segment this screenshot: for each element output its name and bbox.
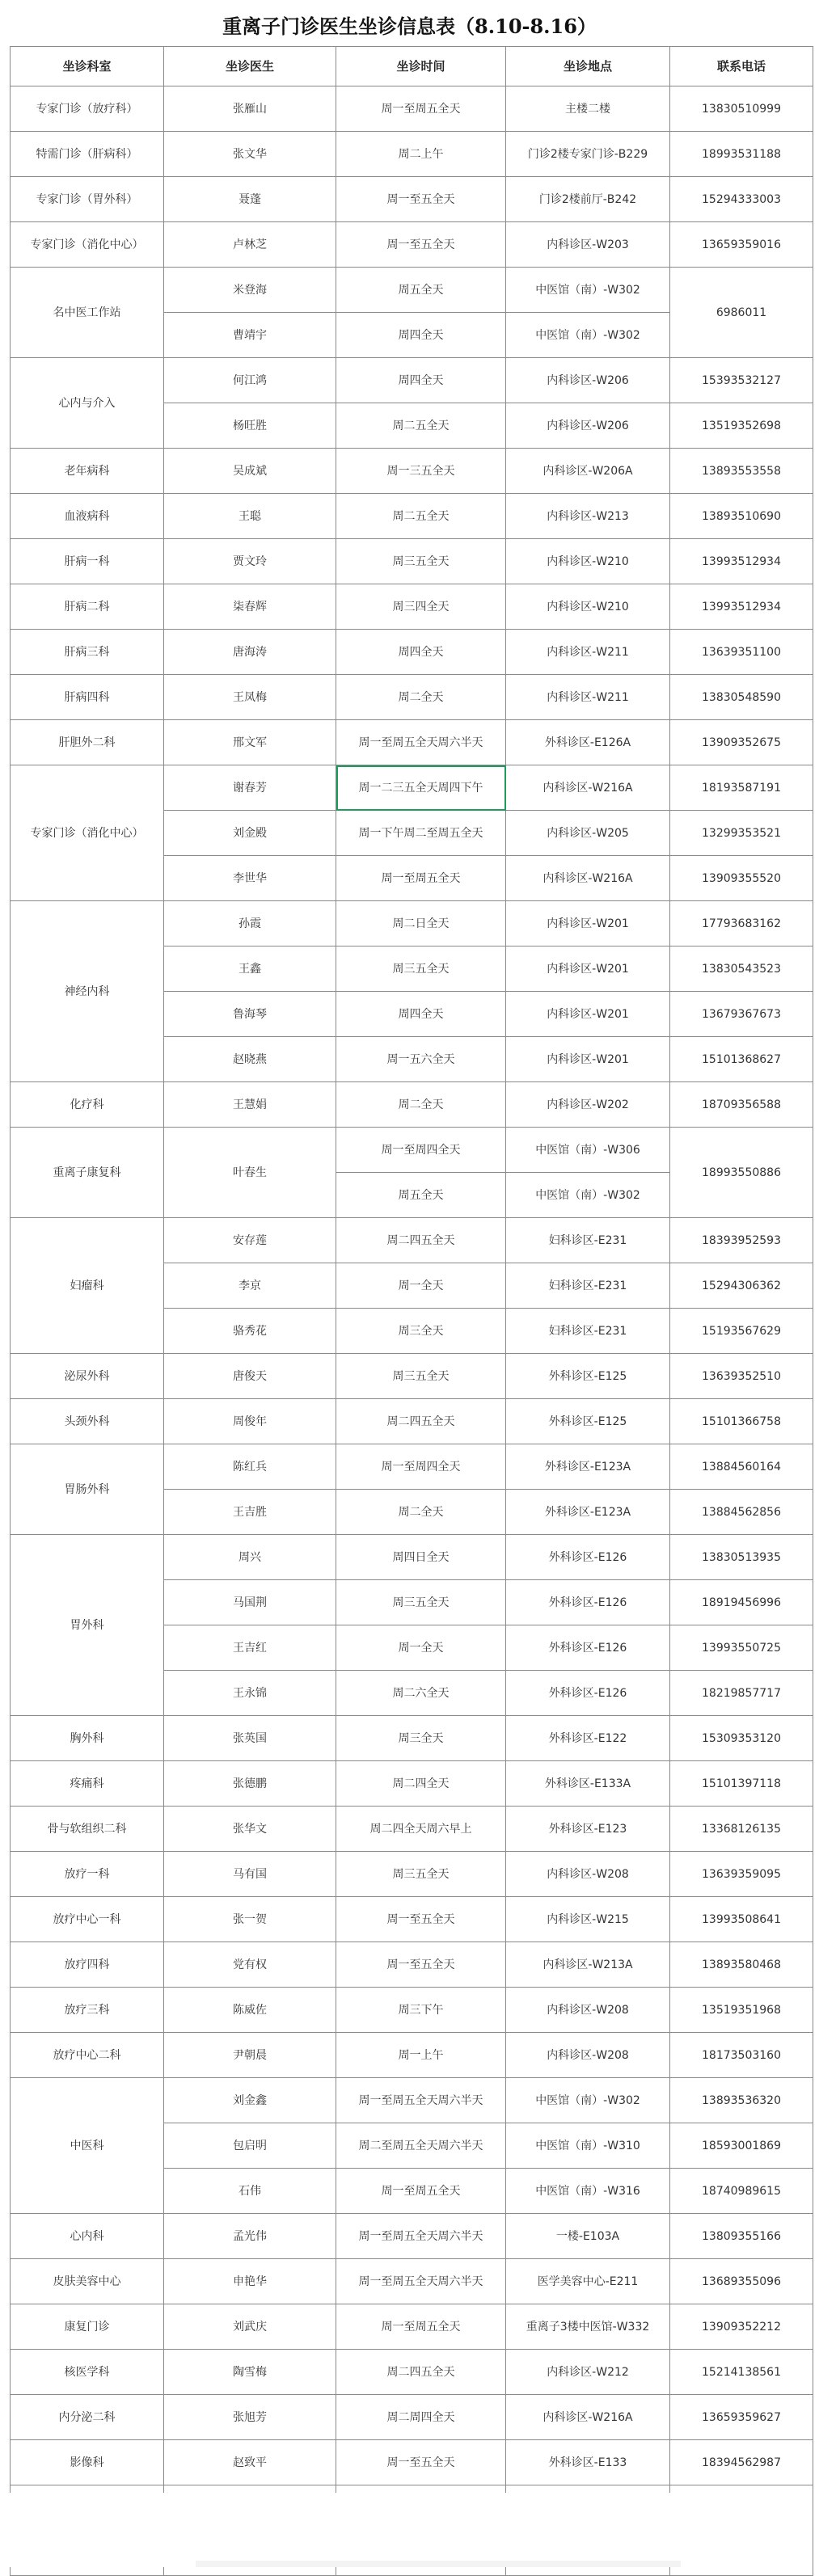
cell-time: 周五全天 — [336, 268, 506, 313]
cell-doctor: 张华文 — [164, 1807, 336, 1852]
table-row — [11, 1942, 813, 1988]
cell-phone: 13993508641 — [670, 1897, 813, 1942]
cell-place: 内科诊区-W216A — [506, 2395, 670, 2440]
table-row — [11, 1444, 813, 1490]
table-row — [11, 1852, 813, 1897]
cell-place: 外科诊区-E123A — [506, 1444, 670, 1490]
table-row — [11, 539, 813, 584]
cell-doctor: 王聪 — [164, 494, 336, 539]
cell-place: 外科诊区-E123A — [506, 1490, 670, 1535]
header-time: 坐诊时间 — [336, 47, 506, 86]
cell-place: 外科诊区-E125 — [506, 1399, 670, 1444]
cell-dept: 头颈外科 — [11, 1399, 164, 1444]
cell-place: 外科诊区-E122 — [506, 1716, 670, 1761]
cell-time: 周一全天 — [336, 1625, 506, 1671]
cell-phone: 15309353120 — [670, 1716, 813, 1761]
cell-place: 内科诊区-W206 — [506, 358, 670, 403]
cell-time: 周四全天 — [336, 313, 506, 358]
cell-doctor: 陈威佐 — [164, 1988, 336, 2033]
cell-dept: 放疗中心二科 — [11, 2033, 164, 2078]
cell-dept: 放疗四科 — [11, 1942, 164, 1988]
cell-doctor: 张旭芳 — [164, 2395, 336, 2440]
cell-place: 外科诊区-E126 — [506, 1671, 670, 1716]
cell-phone: 13519352698 — [670, 403, 813, 449]
cell-dept: 胃肠外科 — [11, 1444, 164, 1535]
cell-place: 内科诊区-W213 — [506, 494, 670, 539]
cell-doctor: 吴成斌 — [164, 449, 336, 494]
cell-doctor: 赵致平 — [164, 2440, 336, 2485]
cell-phone: 15294333003 — [670, 177, 813, 222]
schedule-table — [10, 46, 813, 2576]
cell-time: 周二五全天 — [336, 494, 506, 539]
cell-place: 医学美容中心-E211 — [506, 2259, 670, 2304]
cell-place: 中医馆（南）-W306 — [506, 1128, 670, 1173]
cell-dept: 皮肤美容中心 — [11, 2259, 164, 2304]
cell-phone: 15393532127 — [670, 358, 813, 403]
cell-phone: 15101366758 — [670, 1399, 813, 1444]
cell-dept: 特需门诊（肝病科） — [11, 132, 164, 177]
cell-place: 内科诊区-W205 — [506, 811, 670, 856]
cell-time: 周二五全天 — [336, 403, 506, 449]
cell-place: 中医馆（南）-W302 — [506, 1173, 670, 1218]
header-place: 坐诊地点 — [506, 47, 670, 86]
cell-phone: 18593001869 — [670, 2123, 813, 2169]
cell-doctor: 贾文玲 — [164, 539, 336, 584]
cell-phone: 13689355096 — [670, 2259, 813, 2304]
cell-phone: 18993531188 — [670, 132, 813, 177]
cell-doctor: 安存莲 — [164, 1218, 336, 1263]
cell-dept: 化疗科 — [11, 1082, 164, 1128]
table-row — [11, 1988, 813, 2033]
cell-doctor: 卢林芝 — [164, 222, 336, 268]
cell-place: 门诊2楼前厅-B242 — [506, 177, 670, 222]
cell-time: 周三五全天 — [336, 947, 506, 992]
cell-dept: 骨与软组织二科 — [11, 1807, 164, 1852]
cell-doctor: 骆秀花 — [164, 1309, 336, 1354]
cell-time: 周三四全天 — [336, 584, 506, 630]
cell-phone: 18919456996 — [670, 1580, 813, 1625]
cell-dept: 肝病三科 — [11, 630, 164, 675]
cell-phone: 13830513935 — [670, 1535, 813, 1580]
cell-doctor: 聂蓬 — [164, 177, 336, 222]
cell-place: 内科诊区-W206 — [506, 403, 670, 449]
cell-dept: 放疗中心一科 — [11, 1897, 164, 1942]
cell-time: 周三五全天 — [336, 1852, 506, 1897]
cell-phone: 13639352510 — [670, 1354, 813, 1399]
cell-time: 周三下午 — [336, 1988, 506, 2033]
cell-doctor: 党有权 — [164, 1942, 336, 1988]
cell-phone: 13893553558 — [670, 449, 813, 494]
table-row — [11, 2078, 813, 2123]
cell-phone: 18993550886 — [670, 1128, 813, 1218]
cell-doctor: 张一贺 — [164, 1897, 336, 1942]
cell-doctor: 王吉红 — [164, 1625, 336, 1671]
cell-doctor: 叶春生 — [164, 1128, 336, 1218]
cell-dept: 影像科 — [11, 2440, 164, 2485]
cell-phone: 15101368627 — [670, 1037, 813, 1082]
cell-doctor: 尹朝晨 — [164, 2033, 336, 2078]
cell-dept: 血液病科 — [11, 494, 164, 539]
cell-doctor: 孟光伟 — [164, 2214, 336, 2259]
cell-time: 周二四五全天 — [336, 1218, 506, 1263]
cell-place: 内科诊区-W211 — [506, 630, 670, 675]
cell-time: 周二四五全天 — [336, 1399, 506, 1444]
cell-time: 周一上午 — [336, 2033, 506, 2078]
cell-time: 周二全天 — [336, 675, 506, 720]
cell-phone: 13659359627 — [670, 2395, 813, 2440]
cell-doctor: 刘金鑫 — [164, 2078, 336, 2123]
cell-doctor: 包启明 — [164, 2123, 336, 2169]
cell-phone: 17793683162 — [670, 901, 813, 947]
cell-place: 妇科诊区-E231 — [506, 1218, 670, 1263]
cell-doctor: 谢春芳 — [164, 765, 336, 811]
cell-doctor: 李京 — [164, 1263, 336, 1309]
cell-doctor: 王凤梅 — [164, 675, 336, 720]
table-row — [11, 449, 813, 494]
table-row — [11, 358, 813, 403]
cell-phone: 18219857717 — [670, 1671, 813, 1716]
cell-dept: 内分泌二科 — [11, 2395, 164, 2440]
table-row — [11, 2259, 813, 2304]
cell-time: 周二日全天 — [336, 901, 506, 947]
cell-time: 周二周四全天 — [336, 2395, 506, 2440]
table-row — [11, 2304, 813, 2350]
cell-place: 门诊2楼专家门诊-B229 — [506, 132, 670, 177]
cell-phone: 18394562987 — [670, 2440, 813, 2485]
cell-phone: 13659359016 — [670, 222, 813, 268]
cell-time: 周一至周五全天周六半天 — [336, 2214, 506, 2259]
cell-time: 周四全天 — [336, 992, 506, 1037]
cell-time: 周三五全天 — [336, 1354, 506, 1399]
table-row — [11, 1082, 813, 1128]
cell-doctor: 张雁山 — [164, 86, 336, 132]
cell-time: 周一至周五全天 — [336, 856, 506, 901]
page-title: 重离子门诊医生坐诊信息表（8.10-8.16） — [222, 15, 597, 38]
cell-time: 周二四五全天 — [336, 2350, 506, 2395]
cell-phone: 18193587191 — [670, 765, 813, 811]
cell-time: 周四全天 — [336, 358, 506, 403]
cell-place: 一楼-E103A — [506, 2214, 670, 2259]
cell-place: 外科诊区-E126 — [506, 1580, 670, 1625]
cell-doctor: 王鑫 — [164, 947, 336, 992]
table-row — [11, 584, 813, 630]
cell-dept: 心内科 — [11, 2214, 164, 2259]
cell-doctor: 李世华 — [164, 856, 336, 901]
cell-dept: 中医科 — [11, 2078, 164, 2214]
cell-place: 中医馆（南）-W302 — [506, 268, 670, 313]
cell-place: 内科诊区-W201 — [506, 901, 670, 947]
cell-time: 周一至五全天 — [336, 177, 506, 222]
cell-phone: 18740989615 — [670, 2169, 813, 2214]
cell-phone: 13368126135 — [670, 1807, 813, 1852]
cell-time: 周三全天 — [336, 1309, 506, 1354]
table-row — [11, 901, 813, 947]
table-row — [11, 1399, 813, 1444]
header-phone: 联系电话 — [670, 47, 813, 86]
table-row — [11, 177, 813, 222]
cell-dept: 专家门诊（消化中心） — [11, 765, 164, 901]
cell-place: 外科诊区-E133A — [506, 1761, 670, 1807]
cell-place: 内科诊区-W201 — [506, 947, 670, 992]
cell-doctor: 刘金殿 — [164, 811, 336, 856]
cell-place: 内科诊区-W215 — [506, 1897, 670, 1942]
cell-dept: 胸外科 — [11, 1716, 164, 1761]
table-row — [11, 1897, 813, 1942]
cell-doctor: 王吉胜 — [164, 1490, 336, 1535]
table-row — [11, 1716, 813, 1761]
cell-phone: 15193567629 — [670, 1309, 813, 1354]
header-doctor: 坐诊医生 — [164, 47, 336, 86]
table-header-row — [11, 47, 813, 86]
cell-phone: 13519351968 — [670, 1988, 813, 2033]
cell-time: 周一至周五全天周六半天 — [336, 2259, 506, 2304]
cell-phone: 18173503160 — [670, 2033, 813, 2078]
cell-dept: 放疗一科 — [11, 1852, 164, 1897]
cell-time: 周一至周五全天 — [336, 86, 506, 132]
table-row — [11, 1354, 813, 1399]
table-row — [11, 222, 813, 268]
cell-place: 内科诊区-W208 — [506, 1852, 670, 1897]
table-row — [11, 1761, 813, 1807]
cell-phone: 13299353521 — [670, 811, 813, 856]
cell-time: 周一至周四全天 — [336, 1128, 506, 1173]
cell-phone: 13809355166 — [670, 2214, 813, 2259]
cell-place: 外科诊区-E123 — [506, 1807, 670, 1852]
cell-place: 外科诊区-E125 — [506, 1354, 670, 1399]
cell-phone: 15214138561 — [670, 2350, 813, 2395]
cell-dept: 老年病科 — [11, 449, 164, 494]
cell-dept: 肝病二科 — [11, 584, 164, 630]
cell-dept: 肝胆外二科 — [11, 720, 164, 765]
cell-doctor: 孙霞 — [164, 901, 336, 947]
header-dept: 坐诊科室 — [11, 47, 164, 86]
cell-place: 内科诊区-W203 — [506, 222, 670, 268]
cell-place: 内科诊区-W201 — [506, 1037, 670, 1082]
cell-dept: 疼痛科 — [11, 1761, 164, 1807]
cell-time: 周一三五全天 — [336, 449, 506, 494]
cell-place: 内科诊区-W202 — [506, 1082, 670, 1128]
cell-dept: 神经内科 — [11, 901, 164, 1082]
cell-time: 周一至周五全天周六半天 — [336, 2078, 506, 2123]
table-body — [11, 86, 813, 2576]
cell-dept: 重离子康复科 — [11, 1128, 164, 1218]
cell-doctor: 马有国 — [164, 1852, 336, 1897]
cell-doctor: 石伟 — [164, 2169, 336, 2214]
cell-place: 内科诊区-W210 — [506, 584, 670, 630]
table-row — [11, 2440, 813, 2485]
table-row — [11, 132, 813, 177]
cell-place: 妇科诊区-E231 — [506, 1263, 670, 1309]
cell-dept: 胃外科 — [11, 1535, 164, 1716]
cell-place: 内科诊区-W216A — [506, 856, 670, 901]
cell-doctor: 邢文军 — [164, 720, 336, 765]
table-row — [11, 720, 813, 765]
cell-time: 周一全天 — [336, 1263, 506, 1309]
cell-time: 周一至周四全天 — [336, 1444, 506, 1490]
cell-phone: 15294306362 — [670, 1263, 813, 1309]
cell-time: 周一至周五全天周六半天 — [336, 720, 506, 765]
cell-phone: 13893580468 — [670, 1942, 813, 1988]
cell-phone: 13893510690 — [670, 494, 813, 539]
cell-time: 周一至五全天 — [336, 1897, 506, 1942]
cell-dept: 泌尿外科 — [11, 1354, 164, 1399]
cell-phone: 13884562856 — [670, 1490, 813, 1535]
cell-doctor: 马国荆 — [164, 1580, 336, 1625]
cell-phone: 13993512934 — [670, 584, 813, 630]
cell-doctor: 刘武庆 — [164, 2304, 336, 2350]
table-row — [11, 2395, 813, 2440]
cell-doctor: 张德鹏 — [164, 1761, 336, 1807]
cell-phone: 13639359095 — [670, 1852, 813, 1897]
cell-phone: 13639351100 — [670, 630, 813, 675]
cell-time: 周一至周五全天 — [336, 2169, 506, 2214]
cell-place: 外科诊区-E126 — [506, 1535, 670, 1580]
cell-place: 外科诊区-E133 — [506, 2440, 670, 2485]
table-row — [11, 1807, 813, 1852]
cell-doctor: 周兴 — [164, 1535, 336, 1580]
cell-phone: 13909352675 — [670, 720, 813, 765]
cell-phone: 15101397118 — [670, 1761, 813, 1807]
cell-place: 重离子3楼中医馆-W332 — [506, 2304, 670, 2350]
cell-doctor: 申艳华 — [164, 2259, 336, 2304]
cell-dept: 肝病一科 — [11, 539, 164, 584]
cell-time: 周二四全天 — [336, 1761, 506, 1807]
cell-phone: 13679367673 — [670, 992, 813, 1037]
cell-time: 周一至周五全天 — [336, 2304, 506, 2350]
cell-time: 周二四全天周六早上 — [336, 1807, 506, 1852]
cell-phone: 13993512934 — [670, 539, 813, 584]
cell-dept: 妇瘤科 — [11, 1218, 164, 1354]
table-row — [11, 675, 813, 720]
cell-dept: 肝病四科 — [11, 675, 164, 720]
cell-phone: 13909355520 — [670, 856, 813, 901]
cell-place: 主楼二楼 — [506, 86, 670, 132]
cell-place: 内科诊区-W208 — [506, 2033, 670, 2078]
cell-place: 妇科诊区-E231 — [506, 1309, 670, 1354]
cell-dept: 专家门诊（胃外科） — [11, 177, 164, 222]
cell-dept: 专家门诊（消化中心） — [11, 222, 164, 268]
cell-doctor: 柒春辉 — [164, 584, 336, 630]
cell-doctor: 陶雪梅 — [164, 2350, 336, 2395]
cell-place: 内科诊区-W212 — [506, 2350, 670, 2395]
cell-time: 周一五六全天 — [336, 1037, 506, 1082]
cell-time: 周四全天 — [336, 630, 506, 675]
cell-place: 中医馆（南）-W302 — [506, 2078, 670, 2123]
cell-time: 周四日全天 — [336, 1535, 506, 1580]
table-row — [11, 86, 813, 132]
cell-doctor: 唐俊天 — [164, 1354, 336, 1399]
table-row — [11, 1535, 813, 1580]
cell-doctor: 周俊年 — [164, 1399, 336, 1444]
cell-doctor: 张文华 — [164, 132, 336, 177]
cell-dept: 专家门诊（放疗科） — [11, 86, 164, 132]
cell-doctor: 王慧娟 — [164, 1082, 336, 1128]
table-row — [11, 2033, 813, 2078]
table-row — [11, 2350, 813, 2395]
cell-time: 周二全天 — [336, 1082, 506, 1128]
cell-phone: 13993550725 — [670, 1625, 813, 1671]
cell-time: 周二全天 — [336, 1490, 506, 1535]
cell-time: 周三五全天 — [336, 539, 506, 584]
cell-phone: 13830548590 — [670, 675, 813, 720]
cell-doctor: 曹靖宇 — [164, 313, 336, 358]
cell-doctor: 张英国 — [164, 1716, 336, 1761]
cell-doctor: 杨旺胜 — [164, 403, 336, 449]
cell-place: 中医馆（南）-W316 — [506, 2169, 670, 2214]
cell-time: 周二六全天 — [336, 1671, 506, 1716]
table-row — [11, 494, 813, 539]
cell-place: 外科诊区-E126A — [506, 720, 670, 765]
cell-dept: 心内与介入 — [11, 358, 164, 449]
cell-time: 周三全天 — [336, 1716, 506, 1761]
cell-time: 周五全天 — [336, 1173, 506, 1218]
cell-time: 周一至五全天 — [336, 222, 506, 268]
cell-time: 周三五全天 — [336, 1580, 506, 1625]
cell-place: 内科诊区-W206A — [506, 449, 670, 494]
table-row — [11, 630, 813, 675]
table-row — [11, 2214, 813, 2259]
table-row — [11, 765, 813, 811]
page-bottom-space — [10, 2493, 813, 2567]
cell-phone: 13893536320 — [670, 2078, 813, 2123]
cell-time: 周一下午周二至周五全天 — [336, 811, 506, 856]
cell-doctor: 何江鸿 — [164, 358, 336, 403]
cell-doctor: 米登海 — [164, 268, 336, 313]
cell-dept: 核医学科 — [11, 2350, 164, 2395]
cell-time: 周二至周五全天周六半天 — [336, 2123, 506, 2169]
cell-dept: 放疗三科 — [11, 1988, 164, 2033]
cell-place: 内科诊区-W216A — [506, 765, 670, 811]
scroll-indicator — [196, 2561, 681, 2567]
cell-phone: 18709356588 — [670, 1082, 813, 1128]
cell-place: 内科诊区-W211 — [506, 675, 670, 720]
cell-place: 内科诊区-W210 — [506, 539, 670, 584]
cell-time: 周一二三五全天周四下午 — [336, 765, 506, 811]
cell-doctor: 赵晓燕 — [164, 1037, 336, 1082]
cell-doctor: 王永锦 — [164, 1671, 336, 1716]
cell-phone: 13830543523 — [670, 947, 813, 992]
cell-phone: 6986011 — [670, 268, 813, 358]
cell-place: 内科诊区-W208 — [506, 1988, 670, 2033]
cell-doctor: 唐海涛 — [164, 630, 336, 675]
cell-time: 周一至五全天 — [336, 1942, 506, 1988]
cell-place: 内科诊区-W201 — [506, 992, 670, 1037]
cell-phone: 13830510999 — [670, 86, 813, 132]
cell-phone: 13884560164 — [670, 1444, 813, 1490]
cell-dept: 名中医工作站 — [11, 268, 164, 358]
cell-doctor: 鲁海琴 — [164, 992, 336, 1037]
table-row — [11, 1128, 813, 1173]
table-row — [11, 1218, 813, 1263]
cell-time: 周二上午 — [336, 132, 506, 177]
cell-phone: 18393952593 — [670, 1218, 813, 1263]
cell-phone: 13909352212 — [670, 2304, 813, 2350]
cell-place: 内科诊区-W213A — [506, 1942, 670, 1988]
cell-time: 周一至五全天 — [336, 2440, 506, 2485]
cell-place: 中医馆（南）-W302 — [506, 313, 670, 358]
cell-place: 中医馆（南）-W310 — [506, 2123, 670, 2169]
table-row — [11, 268, 813, 313]
cell-dept: 康复门诊 — [11, 2304, 164, 2350]
cell-place: 外科诊区-E126 — [506, 1625, 670, 1671]
cell-doctor: 陈红兵 — [164, 1444, 336, 1490]
